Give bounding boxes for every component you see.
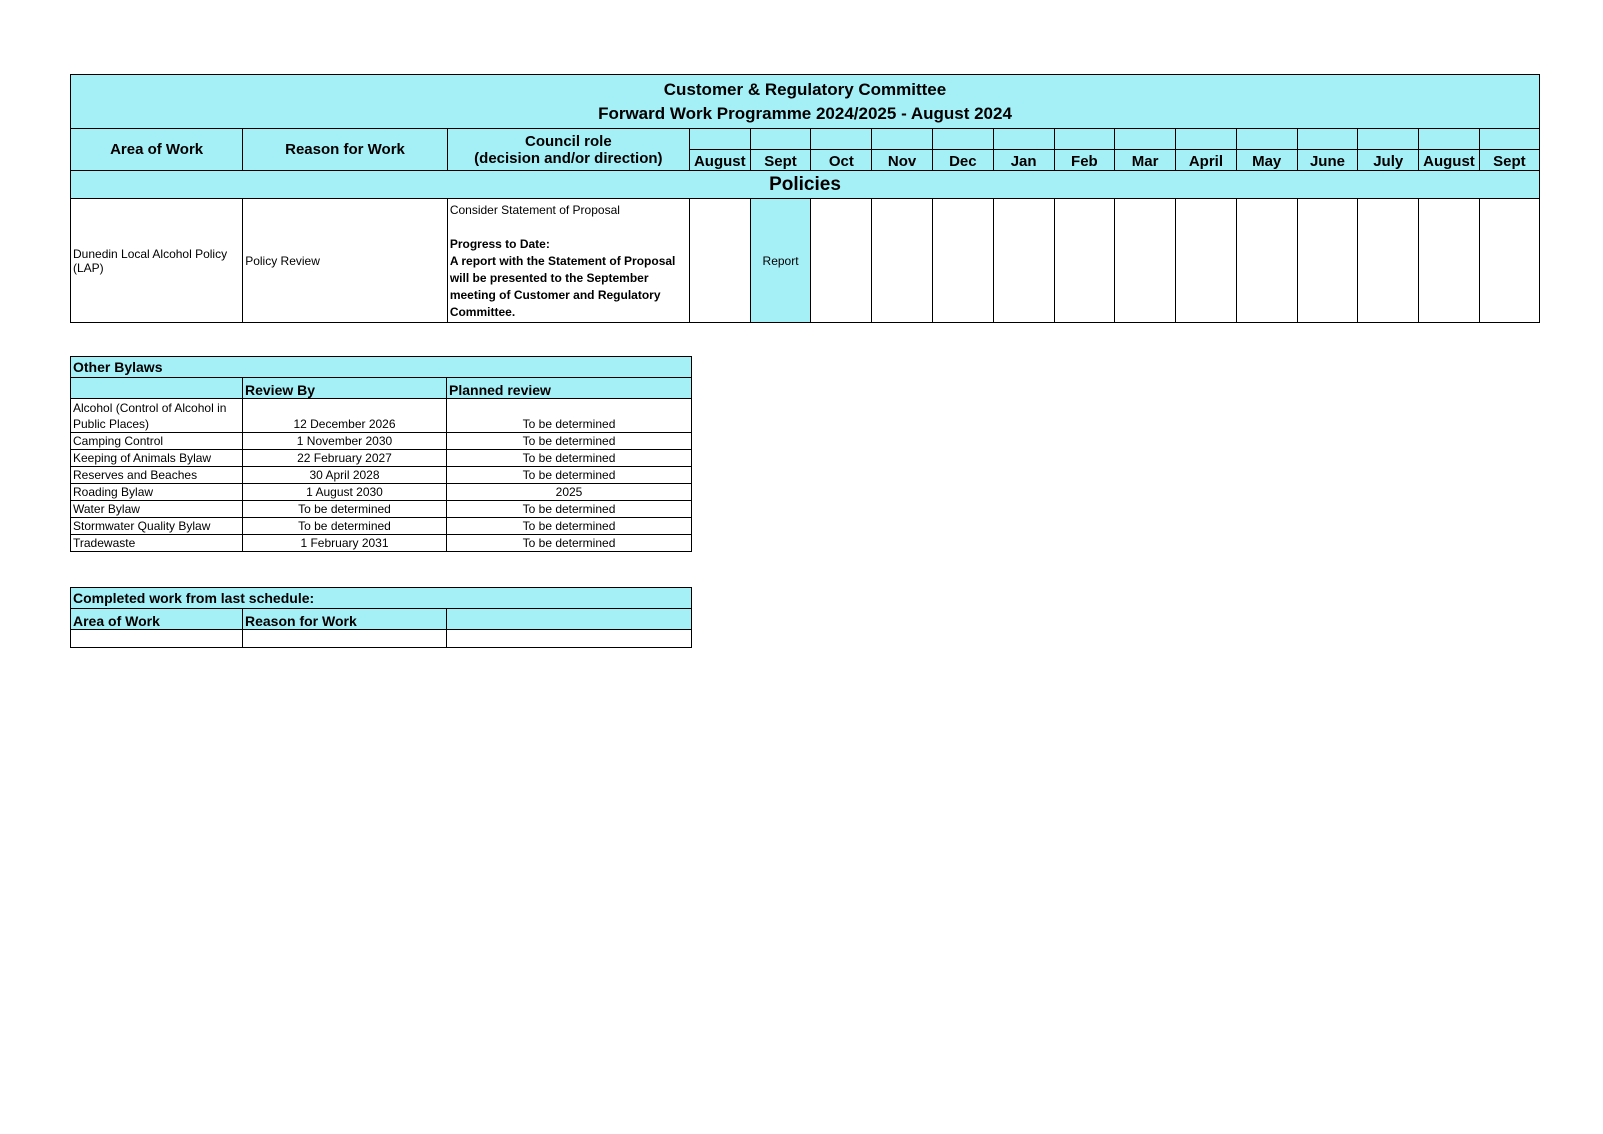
month-cell (1236, 199, 1297, 323)
bylaw-name: Reserves and Beaches (71, 467, 243, 484)
month-cell (1479, 199, 1539, 323)
header-council-role-detail: (decision and/or direction) (447, 150, 689, 171)
month-spacer (1236, 129, 1297, 150)
bylaw-planned-review: To be determined (447, 399, 692, 433)
bylaw-review-by: 22 February 2027 (243, 450, 447, 467)
bylaw-planned-review: To be determined (447, 433, 692, 450)
month-cell (1297, 199, 1358, 323)
month-cell (1358, 199, 1419, 323)
month-header: August (689, 150, 750, 171)
bylaw-planned-review: 2025 (447, 484, 692, 501)
header-council-role: Council role (447, 129, 689, 150)
completed-header-blank (447, 609, 692, 630)
empty-cell (243, 630, 447, 648)
completed-header-reason: Reason for Work (243, 609, 447, 630)
month-cell (1115, 199, 1176, 323)
bylaw-planned-review: To be determined (447, 518, 692, 535)
bylaws-header-review-by: Review By (243, 378, 447, 399)
table-row (71, 433, 692, 450)
month-cell (689, 199, 750, 323)
month-spacer (1479, 129, 1539, 150)
month-header: Feb (1054, 150, 1115, 171)
month-spacer (872, 129, 933, 150)
progress-text: A report with the Statement of Proposal will be presented to the September meeting of Customer and Regulatory Committee. (449, 254, 676, 319)
programme-subtitle: Forward Work Programme 2024/2025 - August 2024 (598, 103, 1012, 123)
month-spacer (1358, 129, 1419, 150)
bylaw-name: Alcohol (Control of Alcohol in Public Places) (71, 399, 243, 433)
completed-title: Completed work from last schedule: (71, 588, 692, 609)
table-row (71, 484, 692, 501)
bylaw-planned-review: To be determined (447, 467, 692, 484)
month-header: April (1176, 150, 1237, 171)
bylaw-planned-review: To be determined (447, 501, 692, 518)
month-header: Dec (932, 150, 993, 171)
bylaw-planned-review: To be determined (447, 535, 692, 552)
bylaw-name: Keeping of Animals Bylaw (71, 450, 243, 467)
header-reason-for-work: Reason for Work (243, 129, 448, 171)
month-spacer (1297, 129, 1358, 150)
bylaw-name: Roading Bylaw (71, 484, 243, 501)
bylaw-review-by: 30 April 2028 (243, 467, 447, 484)
table-row (71, 630, 692, 648)
programme-title (71, 75, 1540, 129)
table-row (71, 399, 692, 433)
month-header: August (1419, 150, 1480, 171)
empty-cell (447, 630, 692, 648)
table-row (71, 450, 692, 467)
spacer (450, 219, 687, 236)
month-spacer (689, 129, 750, 150)
header-area-of-work: Area of Work (71, 129, 243, 171)
month-spacer (1419, 129, 1480, 150)
forward-work-programme-table (70, 74, 1540, 323)
month-header: Nov (872, 150, 933, 171)
table-row (71, 535, 692, 552)
bylaw-review-by: 1 August 2030 (243, 484, 447, 501)
month-header: July (1358, 150, 1419, 171)
month-header: Sept (1479, 150, 1539, 171)
bylaw-planned-review: To be determined (447, 450, 692, 467)
section-heading-policies: Policies (71, 171, 1540, 199)
month-cell (993, 199, 1054, 323)
completed-header-area: Area of Work (71, 609, 243, 630)
month-spacer (811, 129, 872, 150)
bylaw-review-by: 1 November 2030 (243, 433, 447, 450)
bylaws-header-name (71, 378, 243, 399)
month-cell (932, 199, 993, 323)
bylaw-name: Camping Control (71, 433, 243, 450)
role-intro: Consider Statement of Proposal (449, 203, 620, 217)
month-spacer (993, 129, 1054, 150)
bylaw-review-by: 12 December 2026 (243, 399, 447, 433)
empty-cell (71, 630, 243, 648)
completed-work-table (70, 587, 692, 648)
month-spacer (750, 129, 811, 150)
other-bylaws-table (70, 356, 692, 552)
bylaw-name: Water Bylaw (71, 501, 243, 518)
row-reason-for-work: Policy Review (243, 199, 448, 323)
month-cell (1419, 199, 1480, 323)
table-row (71, 199, 1540, 323)
month-cell (872, 199, 933, 323)
month-header: May (1236, 150, 1297, 171)
month-spacer (932, 129, 993, 150)
month-spacer (1115, 129, 1176, 150)
month-cell (1176, 199, 1237, 323)
month-cell-report: Report (750, 199, 811, 323)
table-row (71, 518, 692, 535)
month-header: Jan (993, 150, 1054, 171)
month-spacer (1054, 129, 1115, 150)
committee-name: Customer & Regulatory Committee (663, 79, 947, 99)
bylaws-title: Other Bylaws (71, 357, 692, 378)
bylaw-review-by: To be determined (243, 518, 447, 535)
month-cell (811, 199, 872, 323)
month-header: Sept (750, 150, 811, 171)
bylaw-name: Tradewaste (71, 535, 243, 552)
bylaw-review-by: To be determined (243, 501, 447, 518)
month-cell (1054, 199, 1115, 323)
month-header: Oct (811, 150, 872, 171)
table-row (71, 467, 692, 484)
progress-label: Progress to Date: (449, 237, 550, 251)
month-header: June (1297, 150, 1358, 171)
month-header: Mar (1115, 150, 1176, 171)
row-area-of-work: Dunedin Local Alcohol Policy (LAP) (71, 199, 243, 323)
table-row (71, 501, 692, 518)
row-council-role (447, 199, 689, 323)
month-spacer (1176, 129, 1237, 150)
bylaw-name: Stormwater Quality Bylaw (71, 518, 243, 535)
bylaws-header-planned-review: Planned review (447, 378, 692, 399)
bylaw-review-by: 1 February 2031 (243, 535, 447, 552)
